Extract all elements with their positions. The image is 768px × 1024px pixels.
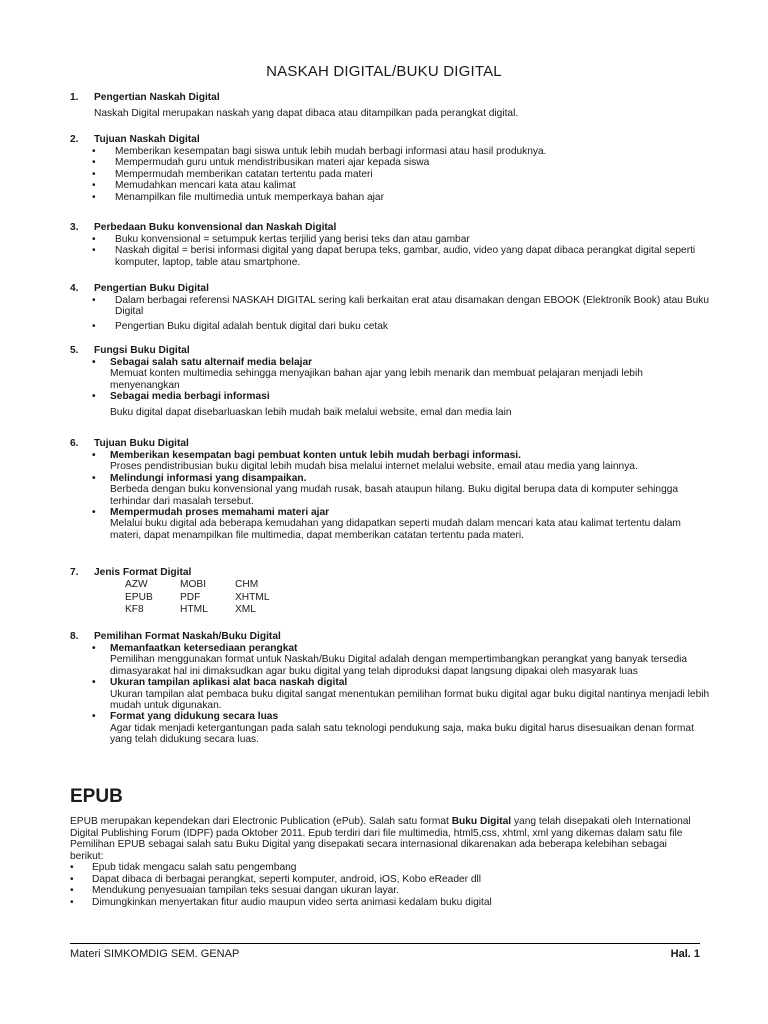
section-heading: Jenis Format Digital (94, 567, 192, 578)
list-item: • Memanfaatkan ketersediaan perangkat (92, 643, 298, 654)
epub-body (70, 816, 702, 908)
bullet-icon: • (92, 168, 96, 180)
list-item: • Dapat dibaca di berbagai perangkat, seperti komputer, android, iOS, Kobo eReader dll (70, 873, 482, 885)
item-text: Melalui buku digital ada beberapa kemudahan yang didapatkan seperti mudah dalam mencari kata atau kalimat tertentu dalam materi, dapat menampilkan file multimedia, dapat memberikan catatan tertentu pada materi. (110, 518, 681, 541)
section-number: 3. (70, 222, 79, 233)
list-item: • Memberikan kesempatan bagi siswa untuk lebih mudah berbagi informasi atau hasil produknya. (92, 146, 547, 157)
section-4 (70, 283, 710, 332)
list-item: • Ukuran tampilan aplikasi alat baca naskah digital (92, 677, 348, 689)
section-6 (70, 438, 710, 541)
footer-divider (70, 943, 700, 944)
format-row: KF8 HTML XML (125, 604, 256, 615)
document-title: NASKAH DIGITAL/BUKU DIGITAL (266, 63, 502, 80)
bullet-icon: • (70, 873, 74, 885)
bullet-icon: • (92, 677, 96, 689)
section-text: Naskah Digital merupakan naskah yang dapat dibaca atau ditampilkan pada perangkat digital. (94, 108, 519, 119)
bullet-icon: • (92, 295, 96, 306)
footer-course: Materi SIMKOMDIG SEM. GENAP (70, 948, 240, 960)
item-text: Memuat konten multimedia sehingga menyajikan bahan ajar yang lebih menarik dan membuat pelajaran menjadi lebih menyenangkan (110, 368, 643, 391)
section-heading: Fungsi Buku Digital (94, 345, 190, 356)
bullet-icon: • (92, 146, 96, 157)
bullet-icon: • (92, 391, 96, 403)
bullet-icon: • (92, 357, 96, 368)
bullet-icon: • (92, 245, 96, 257)
list-item: • Sebagai media berbagi informasi (92, 391, 270, 403)
list-item: • Menampilkan file multimedia untuk memperkaya bahan ajar (92, 191, 384, 203)
bullet-icon: • (70, 885, 74, 896)
list-item: • Epub tidak mengacu salah satu pengembang (70, 862, 297, 873)
section-heading: Pemilihan Format Naskah/Buku Digital (94, 631, 281, 642)
item-text: Pemilihan menggunakan format untuk Naskah/Buku Digital adalah dengan mempertimbangkan perangkat yang banyak tersedia dimasyarakat hal ini dimaksudkan agar buku digital yang telah diproduksi dapat langsung dipakai oleh masyarak luas (110, 654, 688, 677)
list-item: • Mendukung penyesuaian tampilan teks sesuai dangan ukuran layar. (70, 885, 399, 896)
bullet-icon: • (92, 711, 96, 723)
list-item: • Melindungi informasi yang disampaikan. (92, 472, 307, 484)
epub-heading: EPUB (70, 786, 123, 807)
list-item: • Format yang didukung secara luas (92, 711, 279, 723)
list-item: • Buku konvensional = setumpuk kertas terjilid yang berisi teks dan atau gambar (92, 234, 470, 245)
section-5 (70, 345, 710, 418)
bullet-icon: • (92, 191, 96, 203)
epub-paragraph-2: Pemilihan EPUB sebagai salah satu Buku Digital yang disepakati secara internasional dikarenakan ada beberapa kelebihan sebagai berikut: (70, 839, 667, 862)
item-text: Proses pendistribusian buku digital lebih mudah bisa melalui internet melalui website, email atau media yang lainnya. (110, 461, 638, 473)
bullet-icon: • (92, 450, 96, 461)
list-item: • Memberikan kesempatan bagi pembuat konten untuk lebih mudah berbagi informasi. (92, 450, 521, 461)
format-row: EPUB PDF XHTML (125, 591, 270, 603)
bullet-icon: • (92, 472, 96, 484)
list-item: • Pengertian Buku digital adalah bentuk digital dari buku cetak (92, 320, 388, 332)
list-item: • Dimungkinkan menyertakan fitur audio maupun video serta animasi kedalam buku digital (70, 896, 492, 908)
format-table (125, 579, 290, 617)
list-item: • Mempermudah guru untuk mendistribusikan materi ajar kepada siswa (92, 157, 430, 169)
section-heading: Perbedaan Buku konvensional dan Naskah Digital (94, 222, 337, 233)
bullet-icon: • (92, 234, 96, 245)
list-item: • Sebagai salah satu alternaif media belajar (92, 357, 313, 368)
section-heading: Pengertian Naskah Digital (94, 92, 220, 103)
section-number: 4. (70, 283, 79, 294)
list-item: • Dalam berbagai referensi NASKAH DIGITAL sering kali berkaitan erat atau disamakan dengan EBOOK (Elektronik Book) atau Buku Digital (92, 295, 709, 318)
bullet-icon: • (92, 180, 96, 192)
list-item: • Naskah digital = berisi informasi digital yang dapat berupa teks, gambar, audio, video yang dapat dibaca perangkat digital seperti komputer, laptop, table atau smartphone. (92, 245, 696, 268)
section-number: 5. (70, 345, 79, 356)
section-heading: Pengertian Buku Digital (94, 283, 209, 294)
section-heading: Tujuan Naskah Digital (94, 134, 200, 145)
bullet-icon: • (70, 896, 74, 908)
section-number: 1. (70, 92, 79, 103)
section-number: 8. (70, 631, 79, 642)
bullet-icon: • (92, 643, 96, 654)
section-3 (70, 222, 710, 268)
list-item: • Memudahkan mencari kata atau kalimat (92, 180, 296, 192)
section-number: 6. (70, 438, 79, 449)
item-text: Agar tidak menjadi ketergantungan pada salah satu teknologi pendukung saja, maka buku digital harus disesuaikan denan format yang telah didukung secara luas. (110, 722, 694, 746)
bullet-icon: • (92, 320, 96, 332)
item-text: Ukuran tampilan alat pembaca buku digital sangat menentukan pemilihan format buku digital agar buku digital nantinya menjadi lebih mudah untuk digunakan. (110, 688, 710, 712)
format-row: AZW MOBI CHM (125, 579, 259, 590)
list-item: • Mempermudah memberikan catatan tertentu pada materi (92, 168, 373, 180)
item-text: Berbeda dengan buku konvensional yang mudah rusak, basah ataupun hilang. Buku digital berupa data di komputer sehingga terhindar dari masalah tersebut. (110, 484, 679, 507)
section-2 (70, 134, 710, 203)
section-heading: Tujuan Buku Digital (94, 438, 189, 449)
footer-page-number: Hal. 1 (670, 948, 700, 960)
bullet-icon: • (92, 157, 96, 169)
item-text: Buku digital dapat disebarluaskan lebih mudah baik melalui website, emal dan media lain (110, 406, 512, 418)
bullet-icon: • (70, 862, 74, 873)
section-number: 7. (70, 567, 79, 578)
section-number: 2. (70, 134, 79, 145)
section-1 (70, 92, 710, 119)
epub-paragraph-1: EPUB merupakan kependekan dari Electronic Publication (ePub). Salah satu format Buku Digital yang telah disepakati oleh International Digital Publishing Forum (IDPF) pada Oktober 2011. Epub terdiri dari file multimedia, html5,css, xhtml, xml yang dikemas dalam satu file (70, 816, 691, 839)
list-item: • Mempermudah proses memahami materi ajar (92, 507, 330, 519)
section-8 (70, 631, 710, 746)
section-7 (70, 567, 710, 579)
bullet-icon: • (92, 507, 96, 519)
